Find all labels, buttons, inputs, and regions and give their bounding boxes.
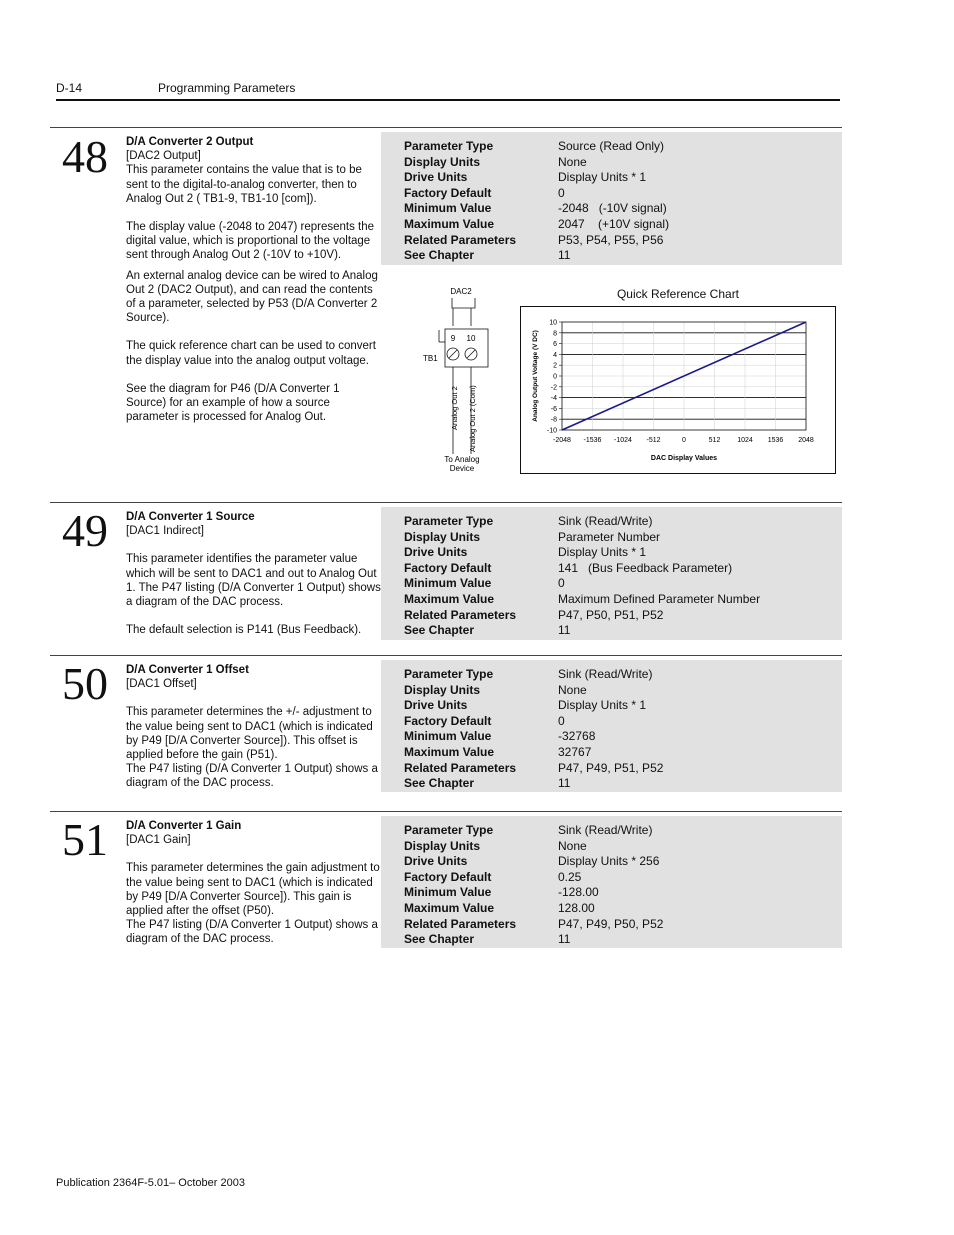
row-value: 0: [558, 576, 565, 591]
table-row: [404, 561, 760, 577]
table-row: [404, 683, 663, 699]
parameter-table: [381, 660, 842, 792]
row-label: Display Units: [404, 838, 481, 853]
table-row: [404, 248, 669, 264]
row-value: 0.25: [558, 869, 582, 884]
y-axis-label: Analog Output Voltage (V DC): [532, 330, 539, 422]
table-row: [404, 698, 663, 714]
section-title: Programming Parameters: [158, 81, 296, 95]
row-value: P47, P49, P50, P52: [558, 916, 664, 931]
row-value: 2047 (+10V signal): [558, 216, 670, 231]
row-value: 0: [558, 185, 565, 200]
row-label: Factory Default: [404, 185, 492, 200]
table-row: [404, 870, 663, 886]
y-tick-label: -4: [550, 395, 557, 403]
parameter-subtitle: [DAC1 Gain]: [126, 834, 191, 847]
device-label: Device: [449, 464, 475, 473]
y-tick-label: 8: [553, 330, 557, 338]
parameter-number: 49: [62, 505, 108, 556]
block-label: TB1: [423, 354, 438, 363]
description-paragraph: This parameter identifies the parameter value which will be sent to DAC1 and out to Analog Out 1. The P47 listing (D/A Converter 1 Output) shows a diagram of the DAC process.: [126, 553, 381, 609]
parameter-subtitle: [DAC2 Output]: [126, 150, 201, 163]
table-row: [404, 170, 669, 186]
table-row: [404, 854, 663, 870]
parameter-description: [126, 663, 382, 791]
row-value: None: [558, 154, 587, 169]
row-label: Drive Units: [404, 545, 468, 560]
table-row: [404, 932, 663, 948]
section-divider: [50, 127, 842, 128]
row-label: Related Parameters: [404, 232, 517, 247]
y-tick-label: -8: [550, 416, 557, 424]
row-label: See Chapter: [404, 932, 475, 947]
description-paragraph: An external analog device can be wired to Analog Out 2 (DAC2 Output), and can read the contents of a parameter, selected by P53 (D/A Converter 2 Source).: [126, 269, 378, 325]
screw-terminal-icon: [447, 348, 459, 360]
parameter-grid: [404, 514, 760, 639]
row-value: Sink (Read/Write): [558, 823, 653, 837]
table-row: [404, 592, 760, 608]
table-row: [404, 917, 663, 933]
row-value: None: [558, 682, 587, 697]
table-row: [404, 623, 760, 639]
row-value: 32767: [558, 744, 592, 759]
table-row: [404, 545, 760, 561]
description-paragraph: The quick reference chart can be used to convert the display value into the analog output voltage.: [126, 340, 376, 367]
row-value: Maximum Defined Parameter Number: [558, 591, 761, 606]
parameter-number: 50: [62, 658, 108, 709]
row-value: Display Units * 1: [558, 545, 647, 560]
terminal-label: 10: [466, 334, 476, 343]
table-row: [404, 201, 669, 217]
section-divider: [50, 655, 842, 656]
x-tick-label: -1024: [614, 437, 632, 444]
screw-terminal-icon: [465, 348, 477, 360]
row-value: Sink (Read/Write): [558, 514, 653, 528]
row-value: 11: [558, 776, 571, 791]
y-tick-label: 2: [553, 362, 557, 370]
row-label: Factory Default: [404, 869, 492, 884]
row-value: 128.00: [558, 900, 595, 915]
row-label: Minimum Value: [404, 885, 492, 900]
y-tick-label: -6: [550, 405, 557, 413]
table-row: [404, 667, 663, 683]
description-paragraph: This parameter determines the gain adjustment to the value being sent to DAC1 (which is indicated by P49 [D/A Converter Source]). This gain is applied after the offset (P50).: [126, 862, 380, 918]
x-tick-label: -1536: [583, 437, 602, 444]
table-row: [404, 576, 760, 592]
description-paragraph: This parameter contains the value that is to be sent to the digital-to-analog converter, then to Analog Out 2 ( TB1-9, TB1-10 [com]).: [126, 164, 362, 205]
parameter-description: [126, 135, 382, 424]
row-value: Parameter Number: [558, 529, 661, 544]
row-label: Factory Default: [404, 713, 492, 728]
wiring-diagram: [420, 282, 506, 478]
row-label: Drive Units: [404, 698, 468, 713]
dac-bracket: [452, 298, 475, 308]
parameter-table: [381, 132, 842, 265]
parameter-title: D/A Converter 1 Source: [126, 511, 255, 523]
row-label: See Chapter: [404, 248, 475, 263]
table-row: [404, 233, 669, 249]
x-tick-labels: [553, 437, 814, 444]
parameter-title: D/A Converter 1 Gain: [126, 820, 242, 832]
description-paragraph: The default selection is P141 (Bus Feedback).: [126, 624, 362, 637]
row-label: Parameter Type: [404, 139, 494, 153]
x-axis-label: DAC Display Values: [650, 455, 718, 462]
table-row: [404, 885, 663, 901]
x-tick-label: 1536: [767, 437, 784, 444]
row-value: Display Units * 256: [558, 854, 660, 869]
description-paragraph: The P47 listing (D/A Converter 1 Output) shows a diagram of the DAC process.: [126, 919, 378, 946]
row-value: 141 (Bus Feedback Parameter): [558, 560, 733, 575]
parameter-table: [381, 816, 842, 948]
table-row: [404, 139, 669, 155]
table-row: [404, 155, 669, 171]
row-value: Source (Read Only): [558, 139, 665, 153]
y-tick-label: 0: [553, 373, 557, 381]
row-value: P47, P49, P51, P52: [558, 760, 664, 775]
parameter-description: [126, 819, 382, 947]
x-tick-label: 2048: [798, 437, 814, 444]
table-row: [404, 839, 663, 855]
row-label: Minimum Value: [404, 729, 492, 744]
x-tick-label: -2048: [553, 437, 571, 444]
chart-title: Quick Reference Chart: [616, 287, 740, 301]
row-value: Display Units * 1: [558, 170, 647, 185]
row-value: None: [558, 838, 587, 853]
x-tick-label: 512: [708, 437, 721, 444]
parameter-number: 51: [62, 814, 108, 865]
parameter-grid: [404, 823, 663, 948]
dac-label: DAC2: [450, 287, 472, 296]
y-tick-label: 10: [549, 319, 557, 327]
row-label: Related Parameters: [404, 607, 517, 622]
y-tick-label: -2: [550, 384, 557, 392]
row-label: See Chapter: [404, 623, 475, 638]
parameter-grid: [404, 667, 663, 792]
header-rule: [56, 99, 840, 101]
row-value: 0: [558, 713, 565, 728]
parameter-subtitle: [DAC1 Indirect]: [126, 525, 204, 538]
parameter-number: 48: [62, 131, 108, 182]
row-label: Related Parameters: [404, 760, 517, 775]
row-label: Parameter Type: [404, 823, 494, 837]
row-label: Parameter Type: [404, 514, 494, 528]
row-value: P47, P50, P51, P52: [558, 607, 664, 622]
table-row: [404, 530, 760, 546]
row-label: Maximum Value: [404, 744, 495, 759]
row-value: Sink (Read/Write): [558, 667, 653, 681]
row-value: -32768: [558, 729, 596, 744]
row-label: Minimum Value: [404, 576, 492, 591]
description-paragraph: See the diagram for P46 (D/A Converter 1 Source) for an example of how a source parameter is processed for Analog Out.: [126, 382, 340, 424]
table-row: [404, 217, 669, 233]
description-paragraph: The display value (-2048 to 2047) represents the digital value, which is proportional to the voltage sent through Analog Out 2 (-10V to +10V).: [126, 221, 375, 262]
row-value: -128.00: [558, 885, 599, 900]
description-paragraph: This parameter determines the +/- adjustment to the value being sent to DAC1 (which is indicated by P49 [D/A Converter Source]). This offset is applied before the gain (P51).: [126, 706, 373, 762]
parameter-grid: [404, 139, 669, 264]
section-divider: [50, 502, 842, 503]
publication-footer: Publication 2364F-5.01– October 2003: [56, 1177, 245, 1189]
table-row: [404, 186, 669, 202]
table-row: [404, 776, 663, 792]
row-label: Display Units: [404, 682, 481, 697]
row-label: Drive Units: [404, 170, 468, 185]
row-label: Maximum Value: [404, 591, 495, 606]
parameter-table: [381, 507, 842, 640]
wire-label: Analog Out 2: [450, 386, 459, 430]
quick-reference-chart: [520, 306, 836, 474]
y-tick-label: -10: [546, 427, 557, 435]
row-label: Display Units: [404, 529, 481, 544]
page-number: D-14: [56, 81, 83, 95]
parameter-subtitle: [DAC1 Offset]: [126, 678, 197, 691]
section-divider: [50, 811, 842, 812]
table-row: [404, 745, 663, 761]
y-tick-label: 6: [553, 341, 557, 349]
x-tick-label: 1024: [737, 437, 753, 444]
y-tick-label: 4: [553, 351, 557, 359]
row-label: Drive Units: [404, 854, 468, 869]
row-label: Minimum Value: [404, 201, 492, 216]
parameter-title: D/A Converter 1 Offset: [126, 664, 249, 676]
table-row: [404, 761, 663, 777]
row-label: Maximum Value: [404, 900, 495, 915]
table-row: [404, 823, 663, 839]
x-tick-label: -512: [646, 437, 661, 444]
row-label: Related Parameters: [404, 916, 517, 931]
row-label: Parameter Type: [404, 667, 494, 681]
table-row: [404, 608, 760, 624]
table-row: [404, 729, 663, 745]
table-row: [404, 714, 663, 730]
row-value: 11: [558, 623, 571, 638]
row-value: 11: [558, 248, 571, 263]
table-row: [404, 901, 663, 917]
row-value: -2048 (-10V signal): [558, 201, 667, 216]
terminal-label: 9: [450, 334, 456, 343]
row-label: Maximum Value: [404, 216, 495, 231]
x-tick-label: 0: [682, 437, 686, 444]
table-row: [404, 514, 760, 530]
row-value: P53, P54, P55, P56: [558, 232, 664, 247]
row-label: Display Units: [404, 154, 481, 169]
row-label: See Chapter: [404, 776, 475, 791]
description-paragraph: The P47 listing (D/A Converter 1 Output) shows a diagram of the DAC process.: [126, 763, 378, 790]
row-label: Factory Default: [404, 560, 492, 575]
parameter-title: D/A Converter 2 Output: [126, 136, 254, 148]
row-value: Display Units * 1: [558, 698, 647, 713]
device-label: To Analog: [444, 455, 480, 464]
parameter-description: [126, 510, 382, 637]
wire-label: Analog Out 2 (Com): [468, 385, 477, 452]
chart-frame: [521, 307, 836, 474]
row-value: 11: [558, 932, 571, 947]
